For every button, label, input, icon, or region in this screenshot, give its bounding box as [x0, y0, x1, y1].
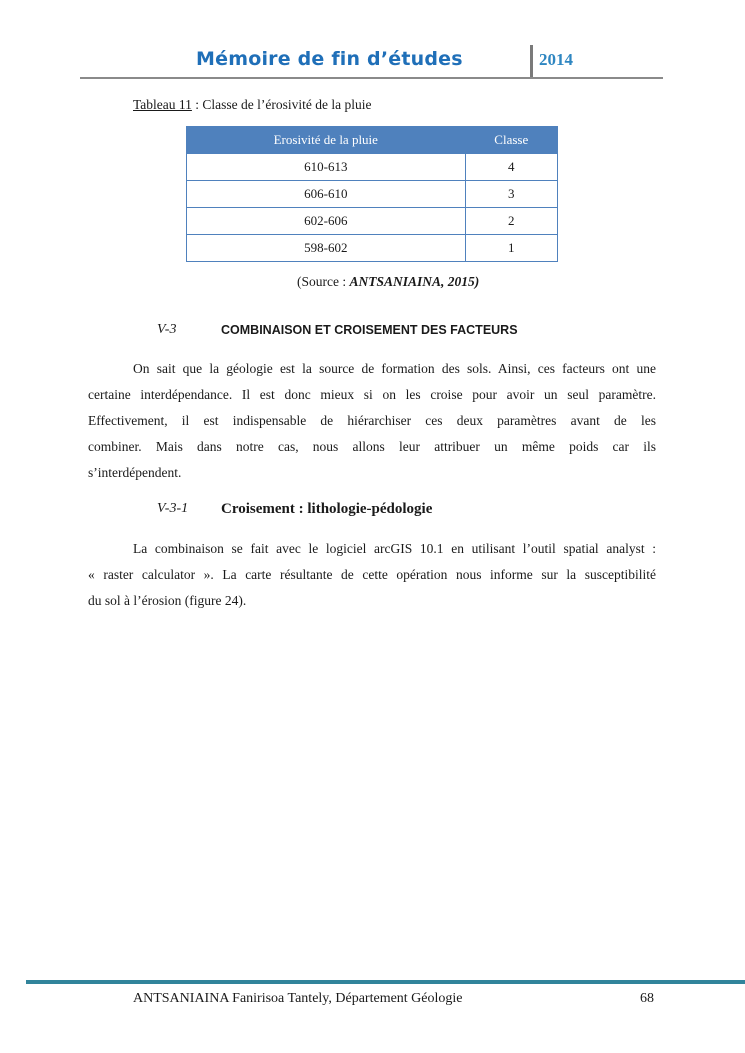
table-row: [187, 181, 558, 208]
paragraph-line: s’interdépendent.: [88, 465, 182, 480]
header-rule: [80, 77, 663, 79]
subsection-title: Croisement : lithologie-pédologie: [221, 501, 433, 517]
table-cell-erosivity: 610-613: [187, 154, 466, 181]
table-row: [187, 208, 558, 235]
header-year: 2014: [539, 50, 573, 69]
paragraph-croisement: [88, 536, 656, 614]
paragraph-line: On sait que la géologie est la source de formation des sols. Ainsi, ces facteurs ont une: [133, 361, 656, 376]
paragraph-line: combiner. Mais dans notre cas, nous allons leur attribuer un même poids car ils: [88, 439, 656, 454]
table-cell-class: 2: [465, 208, 557, 235]
footer-author: ANTSANIAINA Fanirisoa Tantely, Département Géologie: [133, 991, 463, 1006]
table-cell-erosivity: 598-602: [187, 235, 466, 262]
paragraph-combinaison: [88, 356, 656, 486]
table-row: [187, 154, 558, 181]
paragraph-line: Effectivement, il est indispensable de hiérarchiser ces deux paramètres avant de les: [88, 413, 656, 428]
paragraph-line: certaine interdépendance. Il est donc mieux si on les croise pour avoir un seul paramètre.: [88, 387, 656, 402]
paragraph-line: La combinaison se fait avec le logiciel arcGIS 10.1 en utilisant l’outil spatial analyst :: [133, 541, 656, 556]
header-divider: [530, 45, 533, 78]
table-caption: [133, 97, 371, 113]
section-title: COMBINAISON ET CROISEMENT DES FACTEURS: [221, 323, 518, 337]
table-caption-text: : Classe de l’érosivité de la pluie: [191, 97, 372, 112]
paragraph-line: du sol à l’érosion (figure 24).: [88, 593, 247, 608]
footer-rule: [26, 980, 745, 984]
source-author: ANTSANIAINA, 2015): [349, 274, 480, 289]
table-cell-erosivity: 602-606: [187, 208, 466, 235]
table-source: [297, 274, 479, 290]
paragraph-line: « raster calculator ». La carte résultante de cette opération nous informe sur la susceptibilité: [88, 567, 656, 582]
section-number: V-3: [157, 322, 177, 337]
table-cell-class: 1: [465, 235, 557, 262]
header-title: Mémoire de fin d’études: [196, 48, 463, 70]
table-cell-class: 4: [465, 154, 557, 181]
page-number: 68: [640, 991, 654, 1006]
source-prefix: (Source :: [297, 274, 350, 289]
table-cell-class: 3: [465, 181, 557, 208]
erosivity-table: [186, 126, 558, 262]
subsection-number: V-3-1: [157, 501, 189, 516]
table-header-erosivity: Erosivité de la pluie: [187, 127, 466, 154]
table-row: [187, 235, 558, 262]
table-caption-ref: Tableau 11: [133, 97, 192, 112]
table-header-class: Classe: [465, 127, 557, 154]
table-header-row: [187, 127, 558, 154]
table-cell-erosivity: 606-610: [187, 181, 466, 208]
